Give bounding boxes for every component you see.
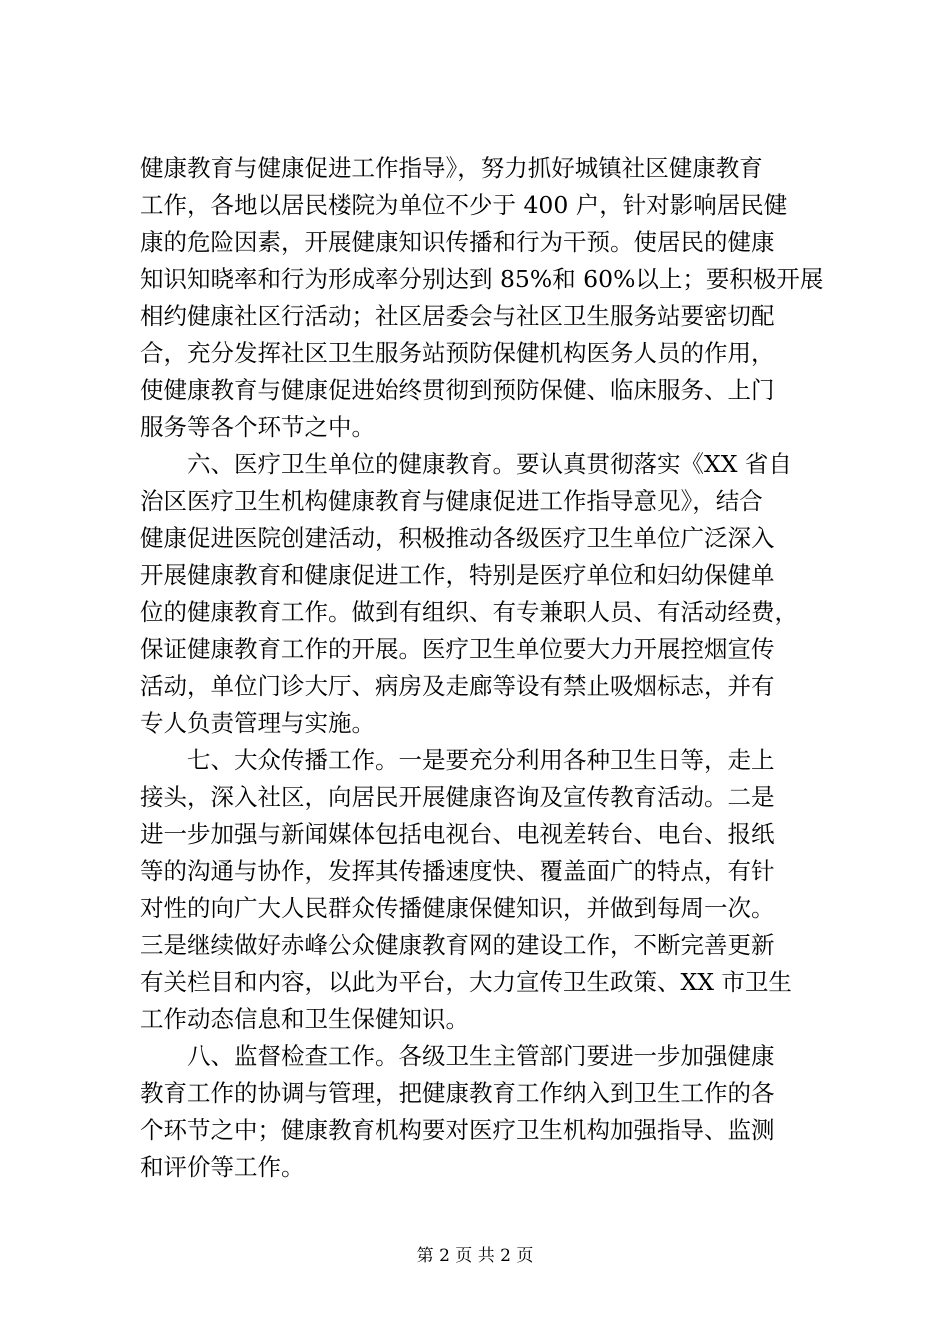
text-line: 活动，单位门诊大厅、病房及走廊等设有禁止吸烟标志，并有 bbox=[140, 672, 775, 700]
text-line: 工作动态信息和卫生保健知识。 bbox=[140, 1005, 469, 1033]
text-line: 知识知晓率和行为形成率分别达到 85%和 60%以上；要积极开展 bbox=[140, 265, 824, 293]
text-line: 等的沟通与协作，发挥其传播速度快、覆盖面广的特点，有针 bbox=[140, 857, 775, 885]
text-line: 保证健康教育工作的开展。医疗卫生单位要大力开展控烟宣传 bbox=[140, 635, 775, 663]
page-footer bbox=[0, 1245, 950, 1267]
text-line: 服务等各个环节之中。 bbox=[140, 413, 375, 441]
text-line: 治区医疗卫生机构健康教育与健康促进工作指导意见》，结合 bbox=[140, 487, 763, 515]
text-line: 接头，深入社区，向居民开展健康咨询及宣传教育活动。二是 bbox=[140, 783, 775, 811]
text-line: 对性的向广大人民群众传播健康保健知识，并做到每周一次。 bbox=[140, 894, 775, 922]
text-line: 健康促进医院创建活动，积极推动各级医疗卫生单位广泛深入 bbox=[140, 524, 775, 552]
text-line: 工作，各地以居民楼院为单位不少于 400 户，针对影响居民健 bbox=[140, 191, 788, 219]
text-line: 六、医疗卫生单位的健康教育。要认真贯彻落实《XX 省自 bbox=[140, 450, 792, 478]
text-line: 开展健康教育和健康促进工作，特别是医疗单位和妇幼保健单 bbox=[140, 561, 775, 589]
text-line: 合，充分发挥社区卫生服务站预防保健机构医务人员的作用， bbox=[140, 339, 775, 367]
text-line: 和评价等工作。 bbox=[140, 1153, 305, 1181]
text-line: 使健康教育与健康促进始终贯彻到预防保健、临床服务、上门 bbox=[140, 376, 775, 404]
page-number: 第 2 页 共 2 页 bbox=[416, 1246, 534, 1266]
text-line: 进一步加强与新闻媒体包括电视台、电视差转台、电台、报纸 bbox=[140, 820, 775, 848]
text-line: 健康教育与健康促进工作指导》，努力抓好城镇社区健康教育 bbox=[140, 154, 763, 182]
document-body bbox=[140, 150, 830, 1186]
text-line: 有关栏目和内容，以此为平台，大力宣传卫生政策、XX 市卫生 bbox=[140, 968, 792, 996]
text-line: 专人负责管理与实施。 bbox=[140, 709, 375, 737]
text-line: 位的健康教育工作。做到有组织、有专兼职人员、有活动经费， bbox=[140, 598, 798, 626]
text-line: 三是继续做好赤峰公众健康教育网的建设工作，不断完善更新 bbox=[140, 931, 775, 959]
text-line: 相约健康社区行活动；社区居委会与社区卫生服务站要密切配 bbox=[140, 302, 775, 330]
text-line: 七、大众传播工作。一是要充分利用各种卫生日等，走上 bbox=[140, 746, 775, 774]
text-line: 个环节之中；健康教育机构要对医疗卫生机构加强指导、监测 bbox=[140, 1116, 775, 1144]
text-line: 教育工作的协调与管理，把健康教育工作纳入到卫生工作的各 bbox=[140, 1079, 775, 1107]
text-line: 康的危险因素，开展健康知识传播和行为干预。使居民的健康 bbox=[140, 228, 775, 256]
text-line: 八、监督检查工作。各级卫生主管部门要进一步加强健康 bbox=[140, 1042, 775, 1070]
